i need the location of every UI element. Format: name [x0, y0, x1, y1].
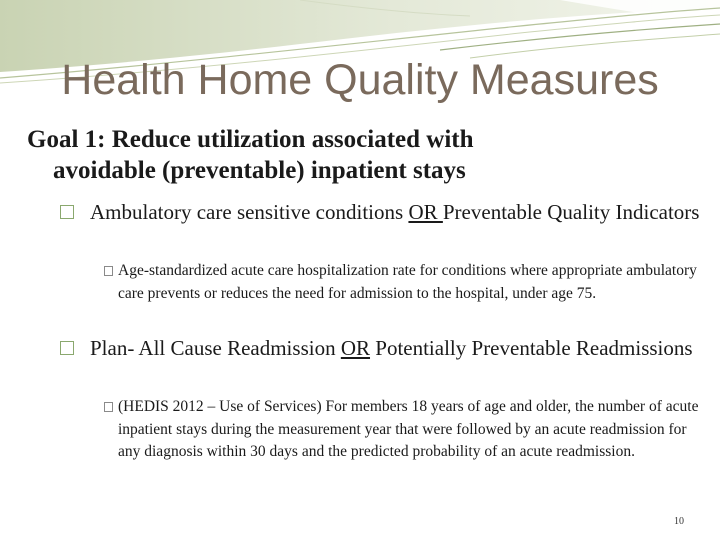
- goal-line-2: avoidable (preventable) inpatient stays: [53, 157, 466, 184]
- bullet-emphasis-or: OR: [408, 200, 443, 224]
- bullet-ambulatory-care: [60, 198, 700, 226]
- bullet-text: [90, 198, 700, 226]
- bullet-text-pre: Plan- All Cause Readmission: [90, 336, 341, 360]
- slide-title: Health Home Quality Measures: [61, 56, 659, 104]
- bullet-emphasis-or: OR: [340, 336, 371, 360]
- goal-line-1: Goal 1: Reduce utilization associated with: [27, 126, 474, 153]
- checkbox-bullet-icon: [104, 402, 113, 412]
- sub-bullet-text: Age-standardized acute care hospitalization rate for conditions where appropriate ambulatory care prevents or reduces the need for admission to the hospital, under age 75.: [118, 262, 697, 302]
- sub-bullet-age-standardized: [104, 260, 704, 305]
- bullet-text-pre: Ambulatory care sensitive conditions: [90, 200, 409, 224]
- checkbox-bullet-icon: [60, 341, 74, 355]
- bullet-text-post: Potentially Preventable Readmissions: [370, 336, 693, 360]
- goal-heading: [27, 124, 697, 186]
- bullet-plan-readmission: [60, 334, 700, 362]
- sub-bullet-text: (HEDIS 2012 – Use of Services) For members 18 years of age and older, the number of acute inpatient stays during the measurement year that were followed by an acute readmission for any diagnosis within 30 days and the predicted probability of an acute readmission.: [118, 398, 699, 460]
- bullet-text: [90, 334, 700, 362]
- page-number: 10: [674, 516, 684, 527]
- sub-bullet-hedis: [104, 396, 704, 464]
- checkbox-bullet-icon: [60, 205, 74, 219]
- bullet-text-post: Preventable Quality Indicators: [442, 200, 700, 224]
- checkbox-bullet-icon: [104, 266, 113, 276]
